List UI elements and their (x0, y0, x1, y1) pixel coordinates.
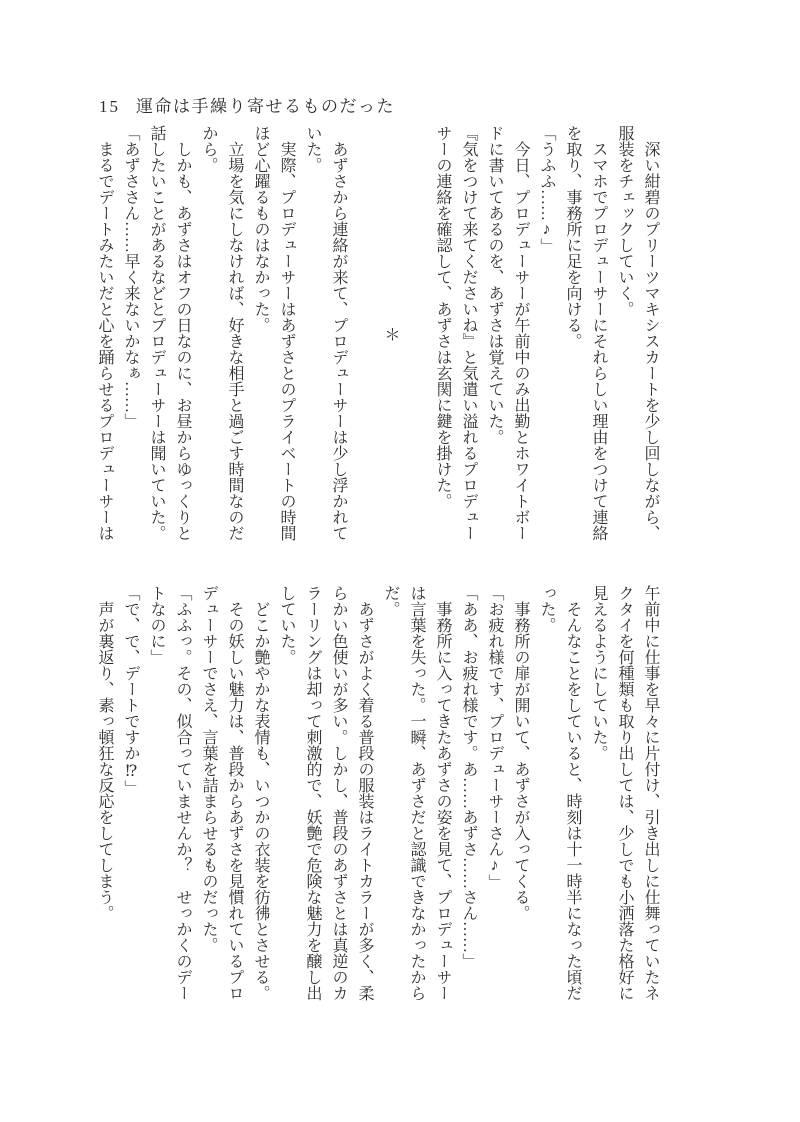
paragraph: 「あずささん……早く来ないかなぁ……」 (122, 125, 139, 429)
paragraph: あずさから連絡が来て、プロデューサーは少し浮かれていた。 (304, 125, 347, 541)
paragraph: 午前中に仕事を早々に片付け、引き出しに仕舞っていたネクタイを何種類も取り出しては、少しでも小洒落た格好に見えるようにしていた。 (590, 585, 659, 1001)
paragraph: あずさがよく着る普段の服装はライトカラーが多く、柔らかい色使いが多い。しかし、普段のあずさとは真逆のカラーリングは却って刺激的で、妖艶で危険な魅力を醸し出していた。 (278, 585, 373, 1001)
paragraph: 実際、プロデューサーはあずさとのプライベートの時間ほど心躍るものはなかった。 (252, 125, 295, 541)
paragraph: 「ふふっ。その、似合っていませんか？ せっかくのデートなのに」 (148, 585, 191, 1001)
paragraph: 今日、プロデューサーが午前中のみ出勤とホワイトボードに書いてあるのを、あずさは覚えていた。 (486, 125, 529, 541)
bottom-page-text-block (91, 585, 663, 1002)
paragraph: その妖しい魅力は、普段からあずさを見慣れているプロデューサーでさえ、言葉を詰まらせるものだった。 (200, 585, 243, 1001)
paragraph: 深い紺碧のプリーツマキシスカートを少し回しながら、服装をチェックしていく。 (616, 125, 659, 541)
paragraph: スマホでプロデューサーにそれらしい理由をつけて連絡を取り、事務所に足を向ける。 (564, 125, 607, 541)
paragraph: どこか艶やかな表情も、いつかの衣装を彷彿とさせる。 (252, 585, 269, 1001)
paragraph: まるでデートみたいだと心を踊らせるプロデューサーは (96, 125, 113, 541)
paragraph: 「お疲れ様です、プロデューサーさん♪」 (486, 585, 503, 890)
paragraph: 「で、で、デートですか⁉」 (122, 585, 139, 796)
top-page-text-block (91, 125, 663, 542)
paragraph: しかも、あずさはオフの日なのに、お昼からゆっくりと話したいことがあるなどとプロデューサーは聞いていた。 (148, 125, 191, 541)
paragraph: 事務所に入ってきたあずさの姿を見て、プロデューサーは言葉を失った。一瞬、あずさだと認識できなかったからだ。 (382, 585, 451, 1001)
paragraph: そんなことをしていると、時刻は十一時半になった頃だった。 (538, 585, 581, 1001)
chapter-title: 運命は手繰り寄せるものだった (136, 97, 395, 116)
section-separator: ＊ (382, 325, 399, 342)
paragraph: 事務所の扉が開いて、あずさが入ってくる。 (512, 585, 529, 921)
paragraph: 「うふふ……♪」 (538, 125, 555, 254)
paragraph: 「ああ、お疲れ様です。あ……あずさ……さん……」 (460, 585, 477, 969)
page-number: 15 (99, 97, 120, 116)
paragraph: 『気をつけて来てくださいね』と気遣い溢れるプロデューサーの連絡を確認して、あずさは玄関に鍵を掛けた。 (434, 125, 477, 541)
paragraph: 立場を気にしなければ、好きな相手と過ごす時間なのだから。 (200, 125, 243, 541)
paragraph: 声が裏返り、素っ頓狂な反応をしてしまう。 (96, 585, 113, 921)
